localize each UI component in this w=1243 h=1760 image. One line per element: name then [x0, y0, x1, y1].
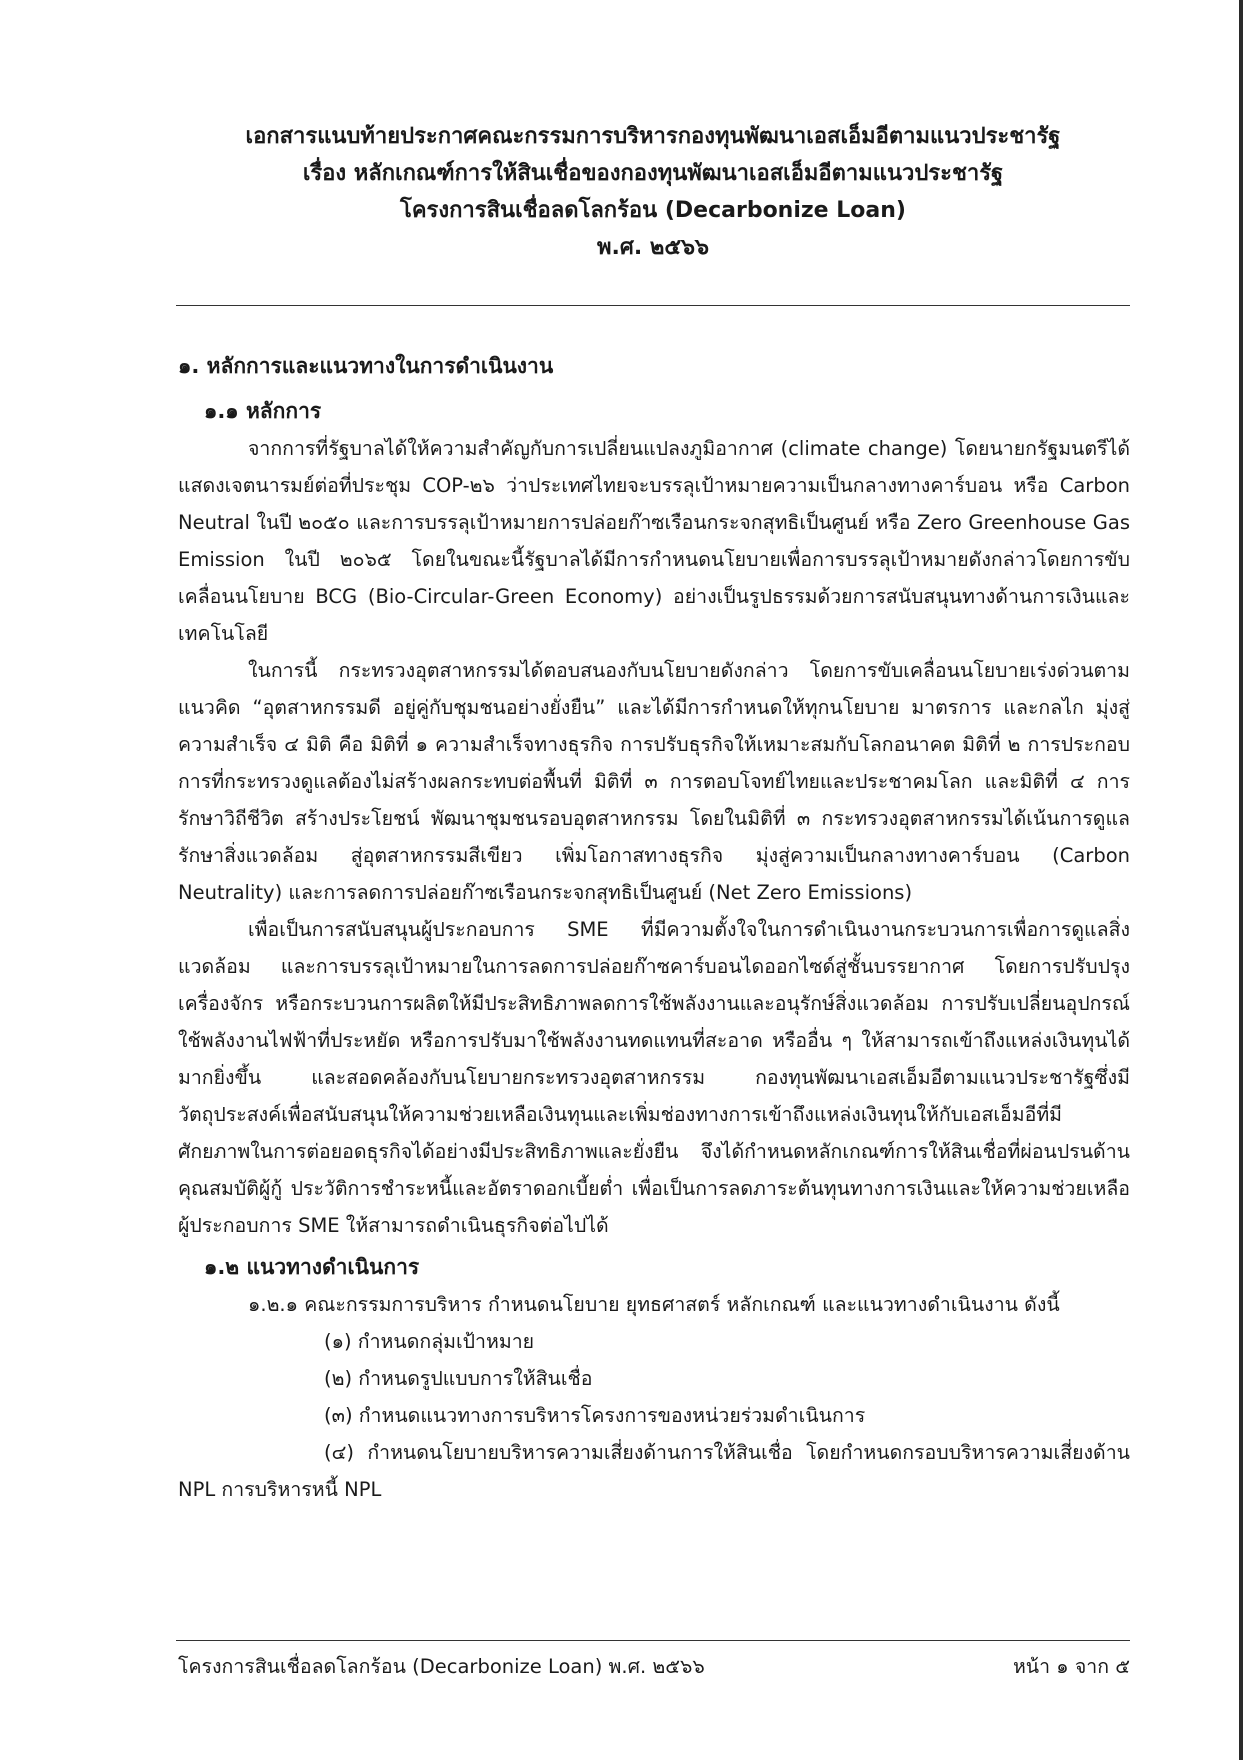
header-line-3: โครงการสินเชื่อลดโลกร้อน (Decarbonize Loan)	[400, 198, 906, 223]
header-line-4: พ.ศ. ๒๕๖๖	[597, 235, 709, 260]
document-body	[178, 346, 1130, 1508]
subsection-heading-guidelines: ๑.๒ แนวทางดำเนินการ	[204, 1255, 420, 1279]
header-line-2: เรื่อง หลักเกณฑ์การให้สินเชื่อของกองทุนพัฒนาเอสเอ็มอีตามแนวประชารัฐ	[302, 161, 1004, 186]
subsection-heading-principles: ๑.๑ หลักการ	[204, 399, 322, 423]
paragraph: เพื่อเป็นการสนับสนุนผู้ประกอบการ SME ที่มีความตั้งใจในการดำเนินงานกระบวนการเพื่อการดูแลสิ่งแวดล้อม และการบรรลุเป้าหมายในการลดการปล่อยก๊าซคาร์บอนไดออกไซด์สู่ชั้นบรรยากาศ โดยการปรับปรุงเครื่องจักร หรือกระบวนการผลิตให้มีประสิทธิภาพลดการใช้พลังงานและอนุรักษ์สิ่งแวดล้อม การปรับเปลี่ยนอุปกรณ์ใช้พลังงานไฟฟ้าที่ประหยัด หรือการปรับมาใช้พลังงานทดแทนที่สะอาด หรืออื่น ๆ ให้สามารถเข้าถึงแหล่งเงินทุนได้มากยิ่งขึ้น และสอดคล้องกับนโยบายกระทรวงอุตสาหกรรม กองทุนพัฒนาเอสเอ็มอีตามแนวประชารัฐซึ่งมีวัตถุประสงค์เพื่อสนับสนุนให้ความช่วยเหลือเงินทุนและเพิ่มช่องทางการเข้าถึงแหล่งเงินทุนให้กับเอสเอ็มอีที่มีศักยภาพในการต่อยอดธุรกิจได้อย่างมีประสิทธิภาพและยั่งยืน จึงได้กำหนดหลักเกณฑ์การให้สินเชื่อที่ผ่อนปรนด้านคุณสมบัติผู้กู้ ประวัติการชำระหนี้และอัตราดอกเบี้ยต่ำ เพื่อเป็นการลดภาระต้นทุนทางการเงินและให้ความช่วยเหลือผู้ประกอบการ SME ให้สามารถดำเนินธุรกิจต่อไปได้	[178, 918, 1130, 1237]
clause: ๑.๒.๑ คณะกรรมการบริหาร กำหนดนโยบาย ยุทธศาสตร์ หลักเกณฑ์ และแนวทางดำเนินงาน ดังนี้	[248, 1293, 1060, 1316]
footer-title: โครงการสินเชื่อลดโลกร้อน (Decarbonize Loan) พ.ศ. ๒๕๖๖	[178, 1655, 705, 1678]
footer-divider	[176, 1640, 1130, 1641]
paragraph: ในการนี้ กระทรวงอุตสาหกรรมได้ตอบสนองกับนโยบายดังกล่าว โดยการขับเคลื่อนนโยบายเร่งด่วนตามแนวคิด “อุตสาหกรรมดี อยู่คู่กับชุมชนอย่างยั่งยืน” และได้มีการกำหนดให้ทุกนโยบาย มาตรการ และกลไก มุ่งสู่ความสำเร็จ ๔ มิติ คือ มิติที่ ๑ ความสำเร็จทางธุรกิจ การปรับธุรกิจให้เหมาะสมกับโลกอนาคต มิติที่ ๒ การประกอบการที่กระทรวงดูแลต้องไม่สร้างผลกระทบต่อพื้นที่ มิติที่ ๓ การตอบโจทย์ไทยและประชาคมโลก และมิติที่ ๔ การรักษาวิถีชีวิต สร้างประโยชน์ พัฒนาชุมชนรอบอุตสาหกรรม โดยในมิติที่ ๓ กระทรวงอุตสาหกรรมได้เน้นการดูแลรักษาสิ่งแวดล้อม สู่อุตสาหกรรมสีเขียว เพิ่มโอกาสทางธุรกิจ มุ่งสู่ความเป็นกลางทางคาร์บอน (Carbon Neutrality) และการลดการปล่อยก๊าซเรือนกระจกสุทธิเป็นศูนย์ (Net Zero Emissions)	[178, 659, 1130, 904]
list-item: (๑) กำหนดกลุ่มเป้าหมาย	[324, 1330, 535, 1353]
list-item: (๔) กำหนดนโยบายบริหารความเสี่ยงด้านการให้สินเชื่อ โดยกำหนดกรอบบริหารความเสี่ยงด้าน NPL การบริหารหนี้ NPL	[178, 1441, 1130, 1501]
page-number: หน้า ๑ จาก ๕	[1012, 1655, 1130, 1678]
list-item: (๓) กำหนดแนวทางการบริหารโครงการของหน่วยร่วมดำเนินการ	[324, 1404, 866, 1427]
header-line-1: เอกสารแนบท้ายประกาศคณะกรรมการบริหารกองทุนพัฒนาเอสเอ็มอีตามแนวประชารัฐ	[245, 124, 1061, 149]
header-divider	[176, 305, 1130, 306]
list-item: (๒) กำหนดรูปแบบการให้สินเชื่อ	[324, 1367, 593, 1390]
page-footer	[178, 1650, 1130, 1684]
section-heading: ๑. หลักการและแนวทางในการดำเนินงาน	[178, 354, 554, 378]
paragraph: จากการที่รัฐบาลได้ให้ความสำคัญกับการเปลี่ยนแปลงภูมิอากาศ (climate change) โดยนายกรัฐมนตรีได้แสดงเจตนารมย์ต่อที่ประชุม COP-๒๖ ว่าประเทศไทยจะบรรลุเป้าหมายความเป็นกลางทางคาร์บอน หรือ Carbon Neutral ในปี ๒๐๕๐ และการบรรลุเป้าหมายการปล่อยก๊าซเรือนกระจกสุทธิเป็นศูนย์ หรือ Zero Greenhouse Gas Emission ในปี ๒๐๖๕ โดยในขณะนี้รัฐบาลได้มีการกำหนดนโยบายเพื่อการบรรลุเป้าหมายดังกล่าวโดยการขับเคลื่อนนโยบาย BCG (Bio-Circular-Green Economy) อย่างเป็นรูปธรรมด้วยการสนับสนุนทางด้านการเงินและเทคโนโลยี	[178, 437, 1130, 645]
document-header	[176, 118, 1130, 266]
scan-edge	[1239, 0, 1243, 1760]
